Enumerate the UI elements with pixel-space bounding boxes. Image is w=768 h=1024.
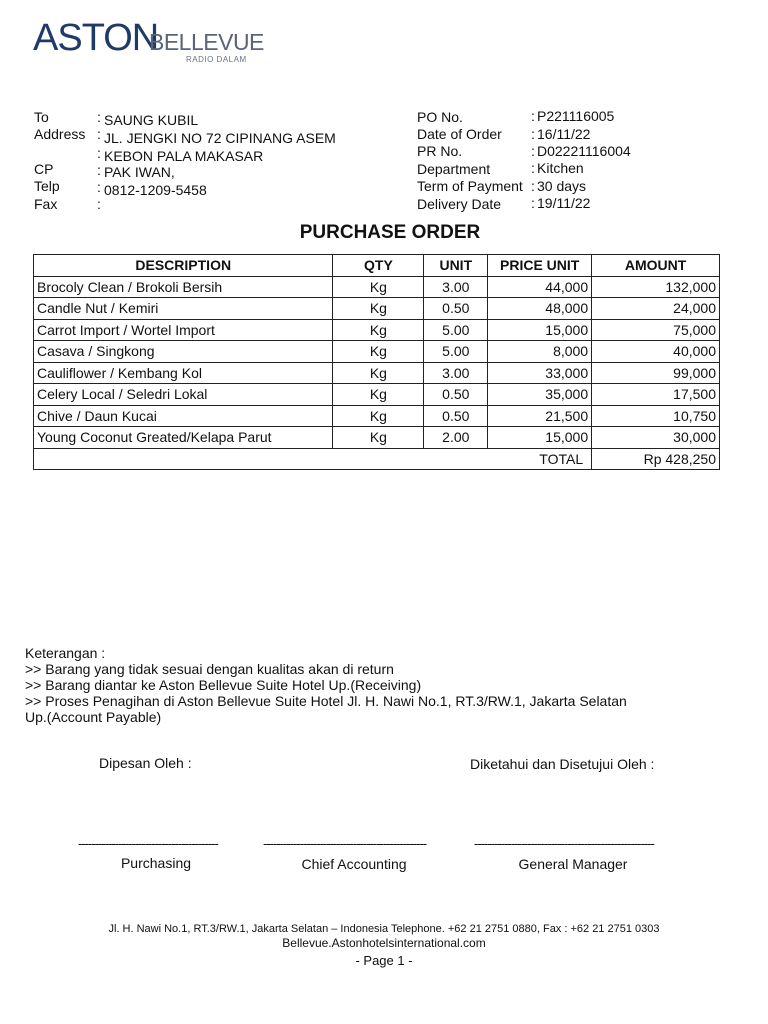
vendor-value-address2: KEBON PALA MAKASAR [104,148,264,164]
approved-by-label: Diketahui dan Disetujui Oleh : [470,756,655,772]
cell-amount: 30,000 [592,427,720,449]
cell-unit: 0.50 [424,298,488,320]
signature-line-purchasing: ------------------------------------------ [78,836,218,851]
cell-amount: 10,750 [592,405,720,427]
vendor-colon: : [97,162,101,178]
cell-qty: Kg [333,319,424,341]
page-title: PURCHASE ORDER [299,222,481,243]
vendor-value-to: SAUNG KUBIL [104,112,199,128]
vendor-colon: : [97,109,101,125]
order-colon: : [531,178,535,194]
role-chief-accounting: Chief Accounting [301,856,407,872]
cell-price-unit: 44,000 [488,276,592,298]
table-row [34,362,720,384]
cell-price-unit: 48,000 [488,298,592,320]
order-label-term: Term of Payment [417,178,523,194]
order-colon: : [531,195,535,211]
order-value-term: 30 days [537,178,587,194]
cell-description: Cauliflower / Kembang Kol [34,362,333,384]
cell-qty: Kg [333,384,424,406]
table-row [34,427,720,449]
cell-description: Carrot Import / Wortel Import [34,319,333,341]
notes-heading: Keterangan : [25,645,106,661]
footer-website: Bellevue.Astonhotelsinternational.com [282,936,486,950]
cell-price-unit: 35,000 [488,384,592,406]
order-colon: : [531,160,535,176]
order-label-department: Department [417,161,491,177]
role-general-manager: General Manager [518,856,628,872]
order-value-delivery: 19/11/22 [537,195,591,211]
table-row [34,298,720,320]
order-colon: : [531,126,535,142]
cell-unit: 2.00 [424,427,488,449]
logo-tagline: RADIO DALAM [186,55,247,64]
ordered-by-label: Dipesan Oleh : [99,755,192,771]
order-label-delivery: Delivery Date [417,196,502,212]
vendor-value-address: JL. JENGKI NO 72 CIPINANG ASEM [104,130,336,146]
order-label-po: PO No. [417,109,463,125]
header-description: DESCRIPTION [34,255,333,277]
table-row [34,405,720,427]
cell-price-unit: 15,000 [488,427,592,449]
signature-line-general-manager: ------------------------------------------------------ [474,836,654,851]
vendor-label-to: To [34,109,49,125]
header-price-unit: PRICE UNIT [488,255,592,277]
vendor-value-cp: PAK IWAN, [104,164,175,180]
total-label: TOTAL [34,448,592,470]
order-value-department: Kitchen [537,160,584,176]
cell-unit: 3.00 [424,276,488,298]
cell-description: Casava / Singkong [34,341,333,363]
order-value-date: 16/11/22 [537,126,591,142]
cell-qty: Kg [333,362,424,384]
vendor-label-telp: Telp [34,178,60,194]
cell-amount: 132,000 [592,276,720,298]
notes-line: Up.(Account Payable) [25,709,162,725]
logo-aston: ASTON [33,17,159,59]
cell-unit: 0.50 [424,405,488,427]
purchase-order-table [33,254,720,470]
order-colon: : [531,143,535,159]
notes-line: >> Barang diantar ke Aston Bellevue Suite Hotel Up.(Receiving) [25,677,422,693]
cell-amount: 99,000 [592,362,720,384]
cell-amount: 17,500 [592,384,720,406]
cell-qty: Kg [333,276,424,298]
cell-amount: 24,000 [592,298,720,320]
vendor-value-telp: 0812-1209-5458 [104,182,207,198]
vendor-colon: : [97,179,101,195]
cell-unit: 5.00 [424,319,488,341]
cell-description: Brocoly Clean / Brokoli Bersih [34,276,333,298]
cell-qty: Kg [333,341,424,363]
cell-qty: Kg [333,405,424,427]
cell-unit: 3.00 [424,362,488,384]
vendor-colon: : [97,145,101,161]
cell-description: Chive / Daun Kucai [34,405,333,427]
signature-line-chief-accounting: ------------------------------------------------- [263,836,427,851]
order-value-pr: D02221116004 [537,143,631,159]
vendor-label-cp: CP [34,161,54,177]
table-header-row [34,255,720,277]
cell-unit: 5.00 [424,341,488,363]
cell-amount: 40,000 [592,341,720,363]
cell-amount: 75,000 [592,319,720,341]
vendor-colon: : [97,126,101,142]
header-unit: UNIT [424,255,488,277]
cell-description: Candle Nut / Kemiri [34,298,333,320]
header-amount: AMOUNT [592,255,720,277]
total-row [34,448,720,470]
cell-price-unit: 15,000 [488,319,592,341]
table-row [34,384,720,406]
notes-line: >> Proses Penagihan di Aston Bellevue Suite Hotel Jl. H. Nawi No.1, RT.3/RW.1, Jakarta Selatan [25,693,627,709]
order-value-po: P221116005 [537,108,615,124]
table-row [34,319,720,341]
notes-line: >> Barang yang tidak sesuai dengan kualitas akan di return [25,661,394,677]
page-number: - Page 1 - [355,953,413,968]
vendor-label-fax: Fax [34,196,58,212]
cell-qty: Kg [333,298,424,320]
table-row [34,341,720,363]
header-qty: QTY [333,255,424,277]
cell-description: Young Coconut Greated/Kelapa Parut [34,427,333,449]
cell-description: Celery Local / Seledri Lokal [34,384,333,406]
role-purchasing: Purchasing [120,855,192,871]
vendor-colon: : [97,196,101,212]
cell-qty: Kg [333,427,424,449]
cell-price-unit: 33,000 [488,362,592,384]
vendor-label-address: Address [34,126,86,142]
cell-unit: 0.50 [424,384,488,406]
cell-price-unit: 21,500 [488,405,592,427]
footer-address: Jl. H. Nawi No.1, RT.3/RW.1, Jakarta Selatan – Indonesia Telephone. +62 21 2751 0880, Fax : +62 21 2751 0303 [108,923,660,935]
order-label-pr: PR No. [417,143,463,159]
order-label-date: Date of Order [417,126,502,142]
table-row [34,276,720,298]
total-value: Rp 428,250 [592,448,720,470]
cell-price-unit: 8,000 [488,341,592,363]
logo-bellevue: BELLEVUE [149,29,264,55]
order-colon: : [531,108,535,124]
